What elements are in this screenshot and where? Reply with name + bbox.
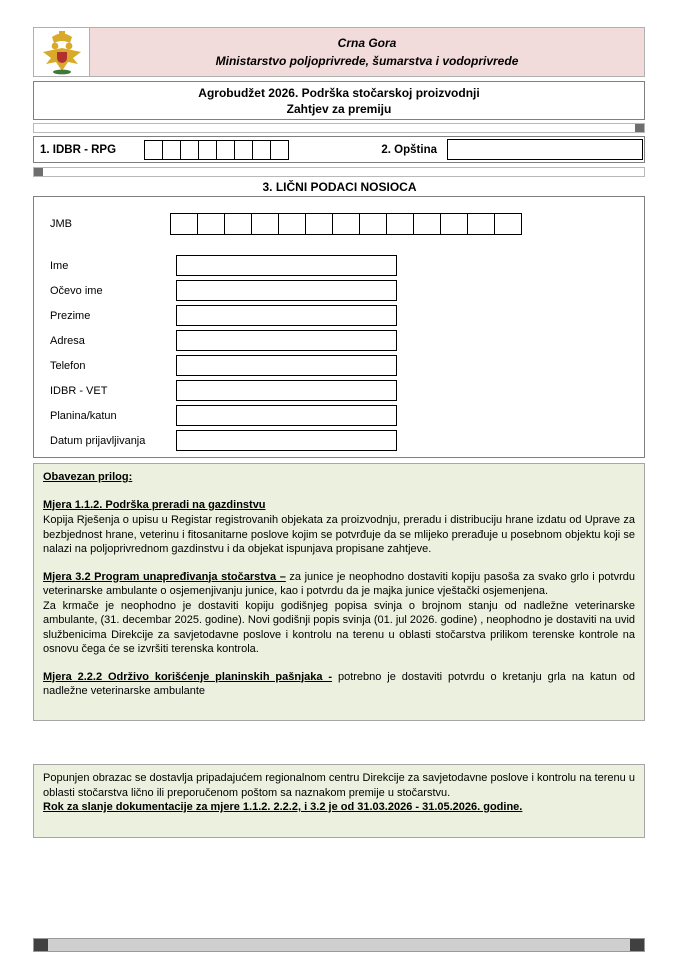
telefon-label: Telefon — [50, 359, 86, 372]
jmb-label: JMB — [50, 218, 72, 230]
adresa-label: Adresa — [50, 334, 85, 347]
field-row — [34, 353, 644, 378]
ime-input[interactable] — [176, 255, 397, 276]
idbr-rpg-cell[interactable] — [234, 140, 253, 160]
idbr-rpg-cell[interactable] — [270, 140, 289, 160]
jmb-cell[interactable] — [332, 213, 360, 235]
ocevo-ime-label: Očevo ime — [50, 284, 103, 297]
telefon-input[interactable] — [176, 355, 397, 376]
jmb-cell[interactable] — [467, 213, 495, 235]
idbr-vet-label: IDBR - VET — [50, 384, 108, 397]
mjera-222-text: potrebno je dostaviti potvrdu o kretanju grla na katun od nadležne veterinarske ambulante — [43, 670, 635, 697]
idbr-opstina-row — [33, 136, 645, 163]
jmb-cell[interactable] — [494, 213, 522, 235]
opstina-label: 2. Opština — [381, 143, 437, 156]
idbr-rpg-cell[interactable] — [252, 140, 271, 160]
jmb-cell[interactable] — [197, 213, 225, 235]
attachments-heading: Obavezan prilog: — [43, 471, 133, 483]
ministry-name: Ministarstvo poljoprivrede, šumarstva i vodoprivrede — [215, 54, 519, 68]
idbr-rpg-cell[interactable] — [216, 140, 235, 160]
submission-deadline: Rok za slanje dokumentacije za mjere 1.1.2. 2.2.2, i 3.2 je od 31.03.2026 - 31.05.2026. godine. — [43, 801, 523, 813]
mjera-32-paragraph — [43, 570, 635, 599]
country-name: Crna Gora — [337, 36, 397, 50]
field-row — [34, 403, 644, 428]
coat-of-arms-box — [33, 27, 89, 77]
ocevo-ime-input[interactable] — [176, 280, 397, 301]
jmb-cell[interactable] — [359, 213, 387, 235]
idbr-vet-input[interactable] — [176, 380, 397, 401]
idbr-rpg-cells — [145, 140, 289, 160]
scroll-thumb-mid[interactable] — [34, 168, 43, 176]
form-title-box — [33, 81, 645, 120]
field-row — [34, 378, 644, 403]
mjera-32-title: Mjera 3.2 Program unapređivanja stočarstva – — [43, 570, 286, 583]
scroll-thumb-top[interactable] — [635, 124, 644, 132]
jmb-cell[interactable] — [278, 213, 306, 235]
mjera-32-continuation: Za krmače je neophodno je dostaviti kopiju godišnjeg popisa svinja o brojnom stanju od nadležne veterinarske ambulante, (31. decembar 2025. godine). Novi godišnji popis svinja (01. jul 2026. godine) , neophodno je dostaviti na uvid službenicima Direkcije za savjetodavne poslove i kontrolu na terenu u oblasti stočarstva prilikom terenske kontrole na osnovu čega će se izvršiti terenska kontrola. — [43, 599, 635, 655]
form-title-line2: Zahtjev za premiju — [286, 102, 392, 116]
personal-fields — [34, 253, 644, 453]
submission-text: Popunjen obrazac se dostavlja pripadajućem regionalnom centru Direkcije za savjetodavne poslove i kontrolu na terenu u oblasti stočarstva lično ili preporučenom poštom sa naznakom premije u stočarstvu. — [43, 772, 635, 799]
field-row — [34, 278, 644, 303]
form-title-line1: Agrobudžet 2026. Podrška stočarskoj proizvodnji — [198, 86, 480, 100]
personal-data-box — [33, 196, 645, 458]
jmb-cell[interactable] — [251, 213, 279, 235]
prezime-input[interactable] — [176, 305, 397, 326]
mjera-112-text: Kopija Rješenja o upisu u Registar registrovanih objekata za proizvodnju, preradu i distribuciju hrane izdatu od Uprave za bezbjednost hrane, veterinu i fitosanitarne poslove kojim se potvrđuje da se mlijeko prerađuje u posebnom objektu koji se nalazi na poljoprivrednom gazdinstvu i da objekat ispunjava propisane zahtjeve. — [43, 514, 635, 555]
jmb-cell[interactable] — [170, 213, 198, 235]
datum-prijavljivanja-input[interactable] — [176, 430, 397, 451]
submission-note-box — [33, 764, 645, 838]
jmb-cell[interactable] — [224, 213, 252, 235]
mjera-32-text: za junice je neophodno dostaviti kopiju pasoša za svako grlo i potvrdu veterinarske ambulante o osjemenjivanju junice, kao i potvrdu da je majka junice vještački osjemenjena. — [43, 570, 635, 597]
ministry-banner — [89, 27, 645, 77]
jmb-cells — [171, 213, 522, 235]
scroll-left-button[interactable] — [34, 939, 48, 951]
idbr-rpg-cell[interactable] — [180, 140, 199, 160]
opstina-input[interactable] — [447, 139, 643, 160]
idbr-rpg-cell[interactable] — [198, 140, 217, 160]
planina-katun-input[interactable] — [176, 405, 397, 426]
scroll-strip-mid[interactable] — [33, 167, 645, 177]
mjera-222-paragraph — [43, 670, 635, 699]
horizontal-scrollbar[interactable] — [33, 938, 645, 952]
montenegro-coat-of-arms-icon — [40, 29, 84, 75]
field-row — [34, 328, 644, 353]
scroll-strip-top[interactable] — [33, 123, 645, 133]
field-row — [34, 253, 644, 278]
jmb-cell[interactable] — [305, 213, 333, 235]
idbr-rpg-label: 1. IDBR - RPG — [40, 143, 117, 156]
prezime-label: Prezime — [50, 309, 91, 322]
attachments-note-box — [33, 463, 645, 721]
mjera-112-title: Mjera 1.1.2. Podrška preradi na gazdinstvu — [43, 498, 266, 511]
field-row — [34, 428, 644, 453]
datum-prijavljivanja-label: Datum prijavljivanja — [50, 434, 146, 447]
jmb-cell[interactable] — [440, 213, 468, 235]
idbr-rpg-cell[interactable] — [144, 140, 163, 160]
adresa-input[interactable] — [176, 330, 397, 351]
personal-data-section-title: 3. LIČNI PODACI NOSIOCA — [262, 180, 417, 194]
idbr-rpg-cell[interactable] — [162, 140, 181, 160]
ime-label: Ime — [50, 259, 69, 272]
field-row — [34, 303, 644, 328]
scroll-right-button[interactable] — [630, 939, 644, 951]
planina-katun-label: Planina/katun — [50, 409, 117, 422]
jmb-row — [34, 213, 644, 235]
jmb-cell[interactable] — [413, 213, 441, 235]
header-band — [33, 27, 645, 77]
mjera-222-title: Mjera 2.2.2 Održivo korišćenje planinskih pašnjaka - — [43, 670, 333, 683]
jmb-cell[interactable] — [386, 213, 414, 235]
